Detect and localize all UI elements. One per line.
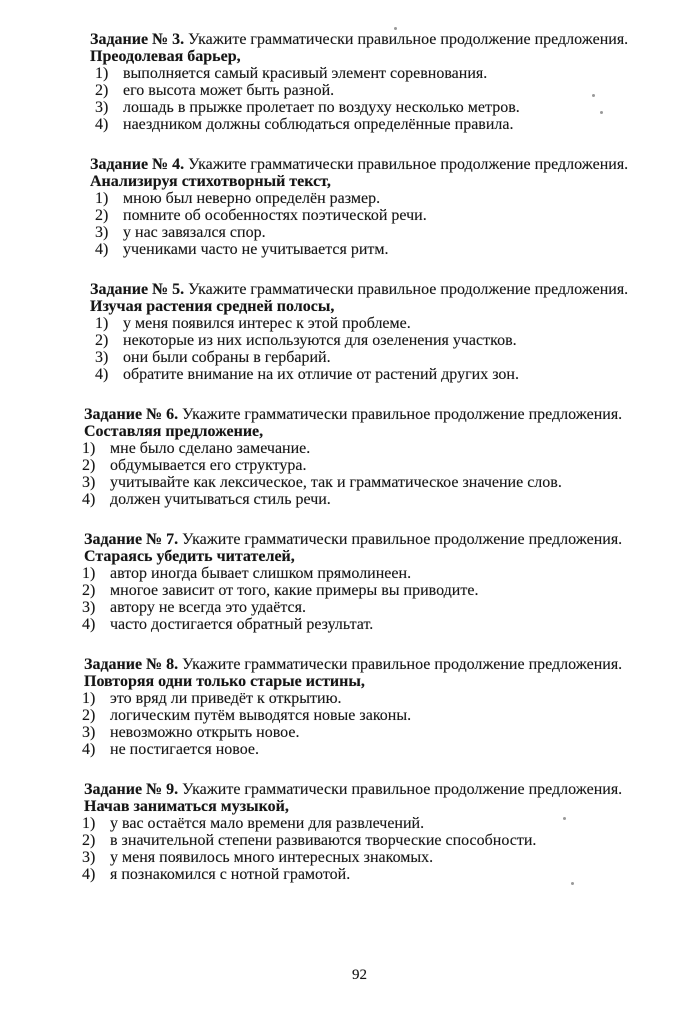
option-text: автор иногда бывает слишком прямолинеен. <box>110 565 412 582</box>
option-row <box>82 866 640 883</box>
option-row <box>95 315 640 332</box>
option-text: учитывайте как лексическое, так и грамматическое значение слов. <box>110 474 562 491</box>
option-row <box>82 582 640 599</box>
option-row <box>82 491 640 508</box>
option-row <box>82 690 640 707</box>
options-list <box>84 565 640 633</box>
task-9 <box>84 781 640 883</box>
option-text: должен учитываться стиль речи. <box>110 491 331 508</box>
option-text: помните об особенностях поэтической речи. <box>123 207 427 224</box>
scan-speck <box>600 111 603 114</box>
option-text: обратите внимание на их отличие от растений других зон. <box>123 366 519 383</box>
task-instruction: Укажите грамматически правильное продолжение предложения. <box>188 31 629 48</box>
option-row <box>82 474 640 491</box>
task-title <box>84 656 640 673</box>
task-6 <box>84 406 640 508</box>
option-number: 3) <box>82 849 96 866</box>
task-title <box>84 781 640 798</box>
option-text: они были собраны в гербарий. <box>123 349 331 366</box>
task-5 <box>84 281 640 383</box>
option-text: у меня появился интерес к этой проблеме. <box>123 315 411 332</box>
option-text: выполняется самый красивый элемент соревнования. <box>123 65 488 82</box>
option-row <box>95 65 640 82</box>
task-label: Задание № 5. <box>90 281 185 298</box>
task-title <box>84 406 640 423</box>
option-number: 1) <box>82 440 96 457</box>
option-row <box>82 741 640 758</box>
task-phrase: Стараясь убедить читателей, <box>84 548 295 565</box>
option-row <box>95 241 640 258</box>
task-title <box>84 531 640 548</box>
option-number: 2) <box>82 832 96 849</box>
option-number: 4) <box>95 116 109 133</box>
option-row <box>82 440 640 457</box>
option-row <box>95 366 640 383</box>
option-text: невозможно открыть новое. <box>110 724 300 741</box>
task-label: Задание № 4. <box>90 156 185 173</box>
option-number: 3) <box>82 599 96 616</box>
option-number: 4) <box>82 616 96 633</box>
scan-speck <box>563 817 566 820</box>
option-row <box>95 190 640 207</box>
options-list <box>84 315 640 383</box>
option-row <box>82 815 640 832</box>
option-text: у нас завязался спор. <box>123 224 266 241</box>
option-row <box>82 707 640 724</box>
option-number: 1) <box>95 315 109 332</box>
option-text: мною был неверно определён размер. <box>123 190 381 207</box>
option-text: его высота может быть разной. <box>123 82 335 99</box>
option-text: это вряд ли приведёт к открытию. <box>110 690 342 707</box>
option-number: 1) <box>82 690 96 707</box>
scan-speck <box>571 882 574 885</box>
option-number: 1) <box>95 190 109 207</box>
option-row <box>82 616 640 633</box>
option-text: некоторые из них используются для озеленения участков. <box>123 332 517 349</box>
task-phrase: Изучая растения средней полосы, <box>90 298 335 315</box>
option-number: 3) <box>95 99 109 116</box>
option-row <box>95 116 640 133</box>
options-list <box>84 65 640 133</box>
task-title <box>90 156 640 173</box>
option-row <box>82 724 640 741</box>
task-phrase: Составляя предложение, <box>84 423 264 440</box>
option-row <box>95 349 640 366</box>
options-list <box>84 190 640 258</box>
option-number: 3) <box>82 474 96 491</box>
option-number: 4) <box>95 366 109 383</box>
task-label: Задание № 6. <box>84 406 179 423</box>
option-number: 1) <box>82 565 96 582</box>
task-title <box>90 31 640 48</box>
option-row <box>95 82 640 99</box>
task-4 <box>84 156 640 258</box>
task-phrase: Начав заниматься музыкой, <box>84 798 289 815</box>
task-phrase: Анализируя стихотворный текст, <box>90 173 331 190</box>
scan-speck <box>394 27 397 30</box>
task-phrase: Повторяя одни только старые истины, <box>84 673 365 690</box>
option-number: 1) <box>82 815 96 832</box>
options-list <box>84 440 640 508</box>
task-label: Задание № 9. <box>84 781 179 798</box>
option-text: часто достигается обратный результат. <box>110 616 374 633</box>
task-8 <box>84 656 640 758</box>
task-phrase: Преодолевая барьер, <box>90 48 241 65</box>
option-number: 4) <box>82 741 96 758</box>
option-text: в значительной степени развиваются творческие способности. <box>110 832 537 849</box>
option-text: у меня появилось много интересных знакомых. <box>110 849 434 866</box>
option-number: 3) <box>95 224 109 241</box>
option-row <box>82 599 640 616</box>
task-7 <box>84 531 640 633</box>
task-instruction: Укажите грамматически правильное продолжение предложения. <box>182 406 623 423</box>
option-row <box>95 224 640 241</box>
task-3 <box>84 31 640 133</box>
task-label: Задание № 8. <box>84 656 179 673</box>
task-instruction: Укажите грамматически правильное продолжение предложения. <box>182 531 623 548</box>
option-text: не постигается новое. <box>110 741 259 758</box>
option-text: наездником должны соблюдаться определённые правила. <box>123 116 514 133</box>
option-number: 2) <box>82 582 96 599</box>
option-text: многое зависит от того, какие примеры вы приводите. <box>110 582 479 599</box>
scan-speck <box>592 94 595 97</box>
option-row <box>95 332 640 349</box>
option-text: я познакомился с нотной грамотой. <box>110 866 351 883</box>
option-text: обдумывается его структура. <box>110 457 307 474</box>
task-title <box>90 281 640 298</box>
option-number: 4) <box>82 866 96 883</box>
option-number: 4) <box>95 241 109 258</box>
option-row <box>82 832 640 849</box>
option-row <box>95 99 640 116</box>
option-text: учениками часто не учитывается ритм. <box>123 241 389 258</box>
task-label: Задание № 7. <box>84 531 179 548</box>
task-instruction: Укажите грамматически правильное продолжение предложения. <box>188 156 629 173</box>
option-text: логическим путём выводятся новые законы. <box>110 707 412 724</box>
option-text: у вас остаётся мало времени для развлечений. <box>110 815 425 832</box>
option-number: 2) <box>82 707 96 724</box>
options-list <box>84 690 640 758</box>
task-instruction: Укажите грамматически правильное продолжение предложения. <box>182 656 623 673</box>
options-list <box>84 815 640 883</box>
task-label: Задание № 3. <box>90 31 185 48</box>
task-instruction: Укажите грамматически правильное продолжение предложения. <box>182 781 623 798</box>
page-content <box>84 31 640 906</box>
option-number: 2) <box>82 457 96 474</box>
option-row <box>82 457 640 474</box>
option-text: лошадь в прыжке пролетает по воздуху несколько метров. <box>123 99 520 116</box>
option-number: 1) <box>95 65 109 82</box>
option-number: 2) <box>95 207 109 224</box>
option-row <box>82 565 640 582</box>
option-number: 4) <box>82 491 96 508</box>
option-text: автору не всегда это удаётся. <box>110 599 306 616</box>
task-instruction: Укажите грамматически правильное продолжение предложения. <box>188 281 629 298</box>
option-text: мне было сделано замечание. <box>110 440 311 457</box>
option-row <box>82 849 640 866</box>
option-number: 3) <box>95 349 109 366</box>
option-number: 2) <box>95 332 109 349</box>
option-row <box>95 207 640 224</box>
option-number: 3) <box>82 724 96 741</box>
page-number: 92 <box>352 967 367 983</box>
option-number: 2) <box>95 82 109 99</box>
